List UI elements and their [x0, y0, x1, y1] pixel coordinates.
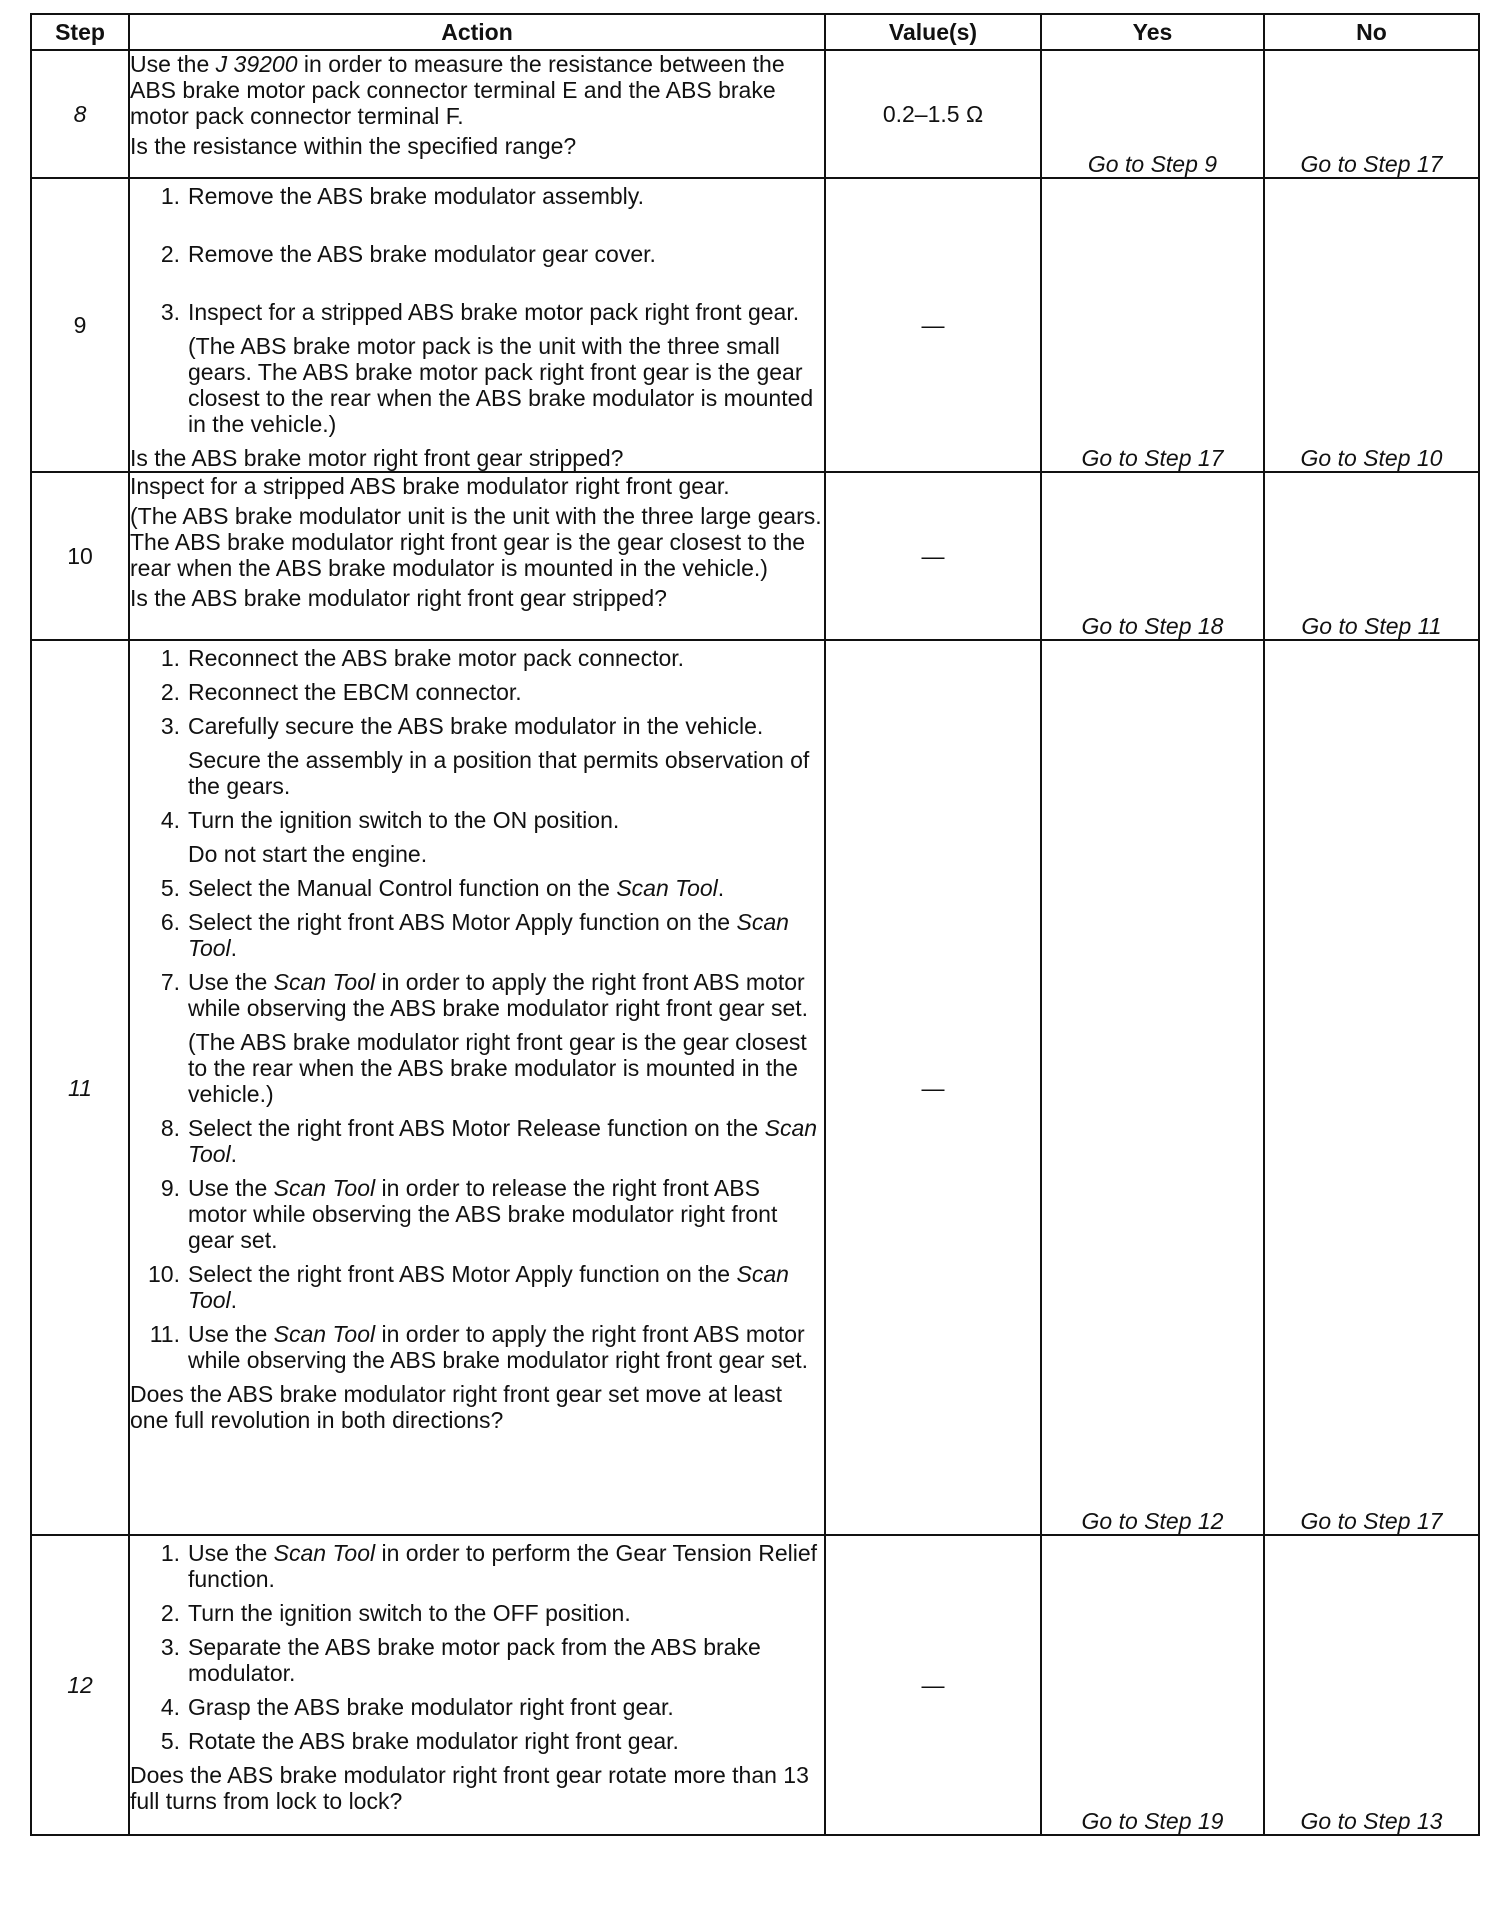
list-item: 8. Select the right front ABS Motor Release function on the Scan Tool. — [160, 1115, 818, 1167]
list-item: 10. Select the right front ABS Motor Apply function on the Scan Tool. — [148, 1261, 789, 1313]
yes-cell: Go to Step 19 — [1041, 1535, 1264, 1835]
tool-name: Scan Tool — [273, 1175, 376, 1201]
step-number: 9 — [31, 178, 129, 472]
no-cell: Go to Step 13 — [1264, 1535, 1479, 1835]
action-question: Is the resistance within the specified range? — [130, 133, 577, 159]
table-row-step-10 — [31, 472, 1479, 640]
header-yes: Yes — [1041, 14, 1264, 50]
step-number: 11 — [31, 640, 129, 1535]
table-row-step-12 — [31, 1535, 1479, 1835]
yes-cell: Go to Step 9 — [1041, 50, 1264, 178]
tool-name: Scan Tool — [616, 875, 718, 901]
table-row-step-9 — [31, 178, 1479, 472]
list-item: 2. Turn the ignition switch to the OFF position. — [160, 1600, 631, 1626]
step-number: 12 — [31, 1535, 129, 1835]
table-row-step-11 — [31, 640, 1479, 1535]
action-question: Does the ABS brake modulator right front gear rotate more than 13 full turns from lock to lock? — [130, 1762, 809, 1814]
value-cell: — — [825, 640, 1041, 1535]
step-number: 10 — [31, 472, 129, 640]
tool-name: Scan Tool — [273, 969, 376, 995]
action-steps — [130, 645, 824, 1373]
action-cell — [129, 50, 825, 178]
yes-cell: Go to Step 12 — [1041, 640, 1264, 1535]
yes-cell: Go to Step 18 — [1041, 472, 1264, 640]
diagnostic-table — [30, 13, 1480, 1836]
list-item: 5. Select the Manual Control function on the Scan Tool. — [160, 875, 725, 901]
action-steps — [130, 1540, 824, 1754]
step-number: 8 — [31, 50, 129, 178]
list-item: 3. Inspect for a stripped ABS brake motor pack right front gear. (The ABS brake motor pack is the unit with the three small gears. The ABS brake motor pack right front gear is the gear closest to the rear when the ABS brake modulator is mounted in the vehicle.) — [130, 299, 824, 437]
list-item: 2. Remove the ABS brake modulator gear cover. — [160, 241, 656, 267]
list-item: 1. Reconnect the ABS brake motor pack connector. — [160, 645, 685, 671]
no-cell: Go to Step 17 — [1264, 50, 1479, 178]
value-cell: — — [825, 178, 1041, 472]
tool-name: J 39200 — [215, 51, 298, 77]
no-cell: Go to Step 17 — [1264, 640, 1479, 1535]
action-cell — [129, 1535, 825, 1835]
list-item: 3. Carefully secure the ABS brake modulator in the vehicle. Secure the assembly in a position that permits observation of the gears. — [130, 713, 824, 799]
list-item: 5. Rotate the ABS brake modulator right front gear. — [160, 1728, 679, 1754]
action-note: (The ABS brake modulator right front gear is the gear closest to the rear when the ABS brake modulator is mounted in the vehicle.) — [188, 1029, 807, 1107]
action-text: Use the J 39200 in order to measure the resistance between the ABS brake motor pack connector terminal E and the ABS brake motor pack connector terminal F. — [130, 51, 785, 129]
no-cell: Go to Step 10 — [1264, 178, 1479, 472]
list-item: 7. Use the Scan Tool in order to apply the right front ABS motor while observing the ABS brake modulator right front gear set. (The ABS brake modulator right front gear is the gear closest to the rear when the ABS brake modulator is mounted in the vehicle.) — [130, 969, 824, 1107]
action-cell — [129, 472, 825, 640]
list-item: 9. Use the Scan Tool in order to release the right front ABS motor while observing the ABS brake modulator right front gear set. — [160, 1175, 778, 1253]
action-note: (The ABS brake motor pack is the unit with the three small gears. The ABS brake motor pack right front gear is the gear closest to the rear when the ABS brake modulator is mounted in the vehicle.) — [188, 333, 814, 437]
list-item: 3. Separate the ABS brake motor pack from the ABS brake modulator. — [160, 1634, 761, 1686]
header-values: Value(s) — [825, 14, 1041, 50]
action-cell — [129, 640, 825, 1535]
action-question: Is the ABS brake modulator right front gear stripped? — [130, 585, 667, 611]
header-row — [31, 14, 1479, 50]
header-step: Step — [31, 14, 129, 50]
value-cell: — — [825, 472, 1041, 640]
list-item: 1. Use the Scan Tool in order to perform the Gear Tension Relief function. — [160, 1540, 818, 1592]
list-item: 1. Remove the ABS brake modulator assembly. — [160, 183, 644, 209]
action-note: Do not start the engine. — [188, 841, 428, 867]
header-action: Action — [129, 14, 825, 50]
action-question: Does the ABS brake modulator right front gear set move at least one full revolution in both directions? — [130, 1381, 783, 1433]
list-item: 4. Turn the ignition switch to the ON position. Do not start the engine. — [130, 807, 824, 867]
tool-name: Scan Tool — [188, 1261, 789, 1313]
list-item: 4. Grasp the ABS brake modulator right front gear. — [160, 1694, 674, 1720]
tool-name: Scan Tool — [188, 1115, 818, 1167]
header-no: No — [1264, 14, 1479, 50]
table-row-step-8 — [31, 50, 1479, 178]
action-cell — [129, 178, 825, 472]
value-cell: — — [825, 1535, 1041, 1835]
action-steps — [130, 183, 824, 437]
action-note: (The ABS brake modulator unit is the unit with the three large gears. The ABS brake modulator right front gear is the gear closest to the rear when the ABS brake modulator is mounted in the vehicle.) — [130, 503, 822, 581]
action-note: Secure the assembly in a position that permits observation of the gears. — [188, 747, 810, 799]
list-item: 6. Select the right front ABS Motor Apply function on the Scan Tool. — [160, 909, 789, 961]
yes-cell: Go to Step 17 — [1041, 178, 1264, 472]
no-cell: Go to Step 11 — [1264, 472, 1479, 640]
list-item: 11. Use the Scan Tool in order to apply the right front ABS motor while observing the ABS brake modulator right front gear set. — [149, 1321, 809, 1373]
action-question: Is the ABS brake motor right front gear stripped? — [130, 445, 624, 471]
tool-name: Scan Tool — [273, 1540, 376, 1566]
tool-name: Scan Tool — [273, 1321, 376, 1347]
action-text: Inspect for a stripped ABS brake modulator right front gear. — [130, 473, 730, 499]
tool-name: Scan Tool — [188, 909, 789, 961]
list-item: 2. Reconnect the EBCM connector. — [160, 679, 522, 705]
value-cell: 0.2–1.5 Ω — [825, 50, 1041, 178]
